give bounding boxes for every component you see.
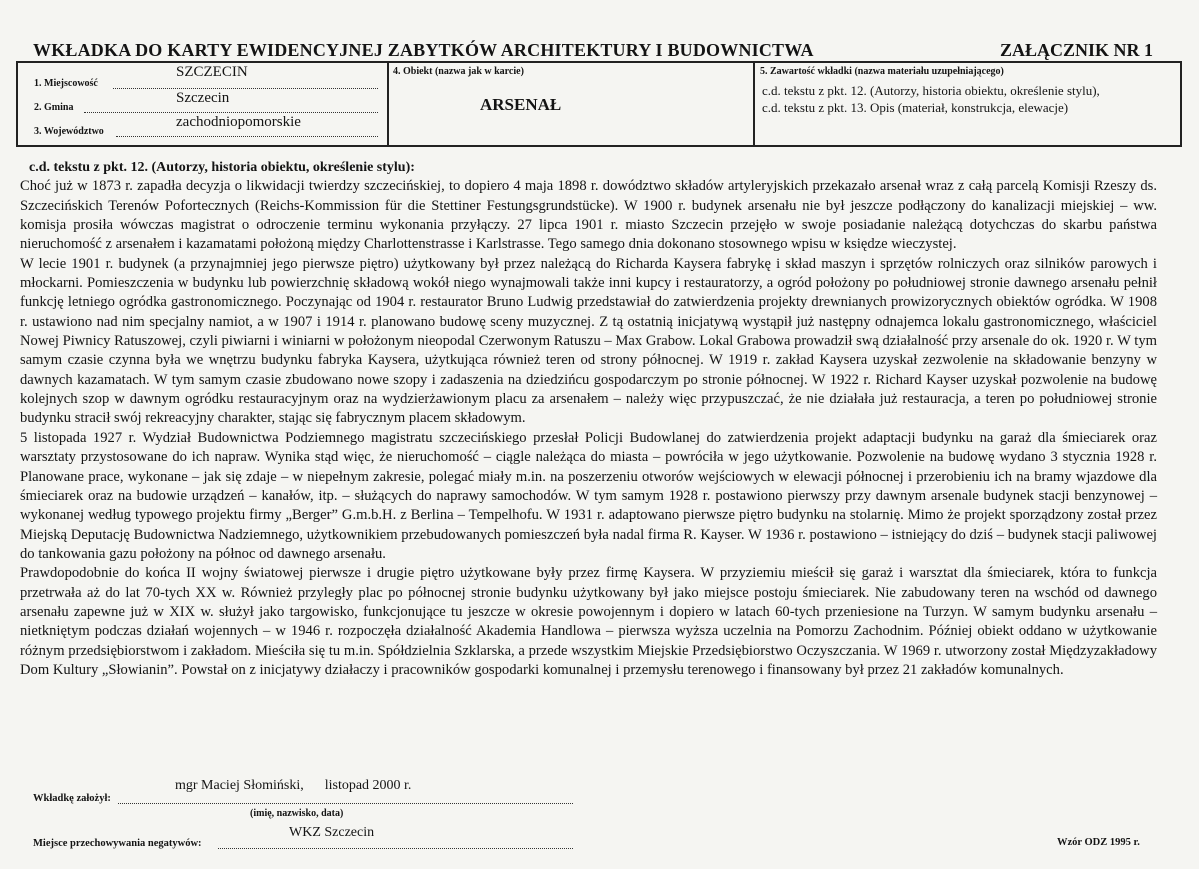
history-text — [20, 158, 1157, 680]
contents-line: c.d. tekstu z pkt. 13. Opis (materiał, konstrukcja, elewacje) — [762, 100, 1069, 115]
form-title: WKŁADKA DO KARTY EWIDENCYJNEJ ZABYTKÓW ARCHITEKTURY I BUDOWNICTWA — [33, 40, 814, 60]
locality-line — [113, 88, 378, 89]
locality-value: SZCZECIN — [176, 64, 248, 80]
negatives-value: WKZ Szczecin — [289, 825, 375, 840]
founded-line — [118, 803, 573, 804]
commune-line — [84, 112, 378, 113]
founded-value: mgr Maciej Słomiński, listopad 2000 r. — [175, 778, 412, 793]
negatives-label: Miejsce przechowywania negatywów: — [33, 838, 202, 849]
paragraph: 5 listopada 1927 r. Wydział Budownictwa Podziemnego magistratu szczecińskiego przesłał Policji Budowlanej do zatwierdzenia projekt adaptacji budynku na garaż dla śmieciarek oraz warsztaty przystosowane do ich napraw. Wynika stąd więc, że nieruchomość – ciągle należąca do miasta – powróciła w jego użytkowanie. Pozwolenie na budowę wydano 3 stycznia 1928 r. Planowane prace, wykonane – jak się zdaje – w niepełnym zakresie, polegać miały m.in. na poszerzeniu otworów wejściowych w elewacji północnej i przerobieniu ich na bramy wjazdowe dla śmieciarek oraz na budowie urządzeń – kanałów, itp. – służących do naprawy samochodów. W tym samym 1928 r. postawiono pierwszy przy dawnym arsenale budynek stacji benzynowej – wykonanej według typowego projektu firmy „Berger” G.m.b.H. z Berlina – Tempelhofu. W 1931 r. adaptowano pierwsze piętro budynku na stolarnię. Mimo że projekt sporządzony został przez Miejską Deputację Budownictwa Nadziemnego, użytkownikiem przebudowanych pomieszczeń była nadal firma R. Kayser. W 1936 r. postawiono – istniejący do dziś – budynek stacji paliwowej do tankowania gazu położony na północ od dawnego arsenału. — [20, 429, 1157, 562]
province-line — [116, 136, 378, 137]
contents-label: 5. Zawartość wkładki (nazwa materiału uzupełniającego) — [760, 66, 1004, 77]
contents-line: c.d. tekstu z pkt. 12. (Autorzy, historia obiektu, określenie stylu), — [762, 83, 1100, 98]
paragraph: Prawdopodobnie do końca II wojny światowej pierwsze i drugie piętro użytkowane były przez firmę Kaysera. W przyziemiu mieścił się garaż i warsztat dla śmieciarek, która to funkcja przetrwała aż do lat 70-tych XX w. Również przyległy plac po północnej stronie budynku użytkowany był jako miejsce postoju śmieciarek. Nie zabudowany teren na wschód od dawnego arsenału zapewne już w XIX w. służył jako targowisko, funkcjonujące tu jeszcze w okresie powojennym i dopiero w latach 60-tych przeniesione na Turzyn. W samym budynku arsenału – nietkniętym podczas działań wojennych – w 1946 r. rozpoczęła działalność Akademia Handlowa – pierwsza wyższa uczelnia na Pomorzu Zachodnim. Później obiekt oddano w użytkowanie różnym przedsiębiorstwom i zakładom. Mieściła się tu m.in. Spółdzielnia Szklarska, a przede wszystkim Miejskie Przedsiębiorstwo Oczyszczania. W 1969 r. utworzony został Międzyzakładowy Dom Kultury „Słowianin”. Powstał on z inicjatywy działaczy i pracowników gospodarki komunalnej i przemysłu terenowego i finansowany był przez 21 zakładów komunalnych. — [20, 565, 1157, 678]
identification-table — [16, 61, 1182, 147]
negatives-line — [218, 848, 573, 849]
object-name: ARSENAŁ — [480, 95, 562, 114]
column-divider — [387, 63, 389, 145]
locality-label: 1. Miejscowość — [34, 78, 98, 89]
column-divider — [753, 63, 755, 145]
form-model: Wzór ODZ 1995 r. — [1057, 837, 1140, 848]
province-value: zachodniopomorskie — [176, 114, 301, 130]
commune-label: 2. Gmina — [34, 102, 74, 113]
section-heading: c.d. tekstu z pkt. 12. (Autorzy, historia obiektu, określenie stylu): — [29, 160, 415, 175]
commune-value: Szczecin — [176, 90, 230, 106]
object-label: 4. Obiekt (nazwa jak w karcie) — [393, 66, 524, 77]
annex-number: ZAŁĄCZNIK NR 1 — [1000, 40, 1154, 60]
founded-hint: (imię, nazwisko, data) — [250, 808, 344, 819]
province-label: 3. Województwo — [34, 126, 104, 137]
paragraph: W lecie 1901 r. budynek (a przynajmniej jego pierwsze piętro) użytkowany był przez należącą do Richarda Kaysera fabrykę i skład maszyn i sprzętów rolniczych oraz silników parowych i młockarni. Pomieszczenia w budynku lub powierzchnię składową wokół niego wynajmowali także inni kupcy i restauratorzy, a ogród położony po południowej stronie dawnego arsenału pełnił funkcję letniego ogródka gastronomicznego. Poczynając od 1904 r. restaurator Bruno Ludwig przedstawiał do zatwierdzenia projekty drewnianych prowizorycznych obiektów ogródka. W 1908 r. ustawiono nad nim specjalny namiot, a w 1907 i 1914 r. planowano budowę sceny muzycznej. Z tą ostatnią inicjatywą wystąpił już następny odnajemca lokalu gastronomicznego, właściciel Nowej Piwnicy Ratuszowej, czyli piwiarni i winiarni w położonym nieopodal Czerwonym Ratuszu – Max Grabow. Lokal Grabowa prowadził swą działalność przy arsenale do ok. 1920 r. W tym samym czasie czynna była we wnętrzu budynku fabryka Kaysera, użytkująca również teren od strony północnej. W 1919 r. zakład Kaysera uzyskał zezwolenie na składowanie benzyny w dawnych kazamatach. W tym samym czasie zbudowano nowe szopy i zadaszenia na dziedzińcu gospodarczym po stronie północnej. W 1922 r. Richard Kayser uzyskał pozwolenie na budowę kolejnych szop w dawnym ogródku restauracyjnym oraz na wydzierżawionym placu za arsenałem – należy więc przypuszczać, że nie działała już restauracja, a teren po południowej stronie budynku stracił swój rekreacyjny charakter, stając się fabrycznym placem składowym. — [20, 255, 1157, 427]
paragraph: Choć już w 1873 r. zapadła decyzja o likwidacji twierdzy szczecińskiej, to dopiero 4 maja 1898 r. dowództwo składów artyleryjskich przekazało arsenał wraz z całą parcelą Komisji Rzeszy ds. Szczecińskich Terenów Pofortecznych (Reichs-Kommission für die Stettiner Festungsgrundstücke). W 1900 r. budynek arsenału nie był jeszcze podłączony do kanalizacji miejskiej – ww. komisja prosiła wówczas magistrat o odroczenie terminu wykonania przyłączy. 27 lipca 1901 r. miasto Szczecin przejęło w swoje posiadanie należącą dotychczas do skarbu państwa nieruchomość z arsenałem i kazamatami położoną między Charlottenstrasse i Karlstrasse. Tego samego dnia dokonano stosownego wpisu w księdze wieczystej. — [20, 178, 1157, 253]
founded-label: Wkładkę założył: — [33, 793, 111, 804]
